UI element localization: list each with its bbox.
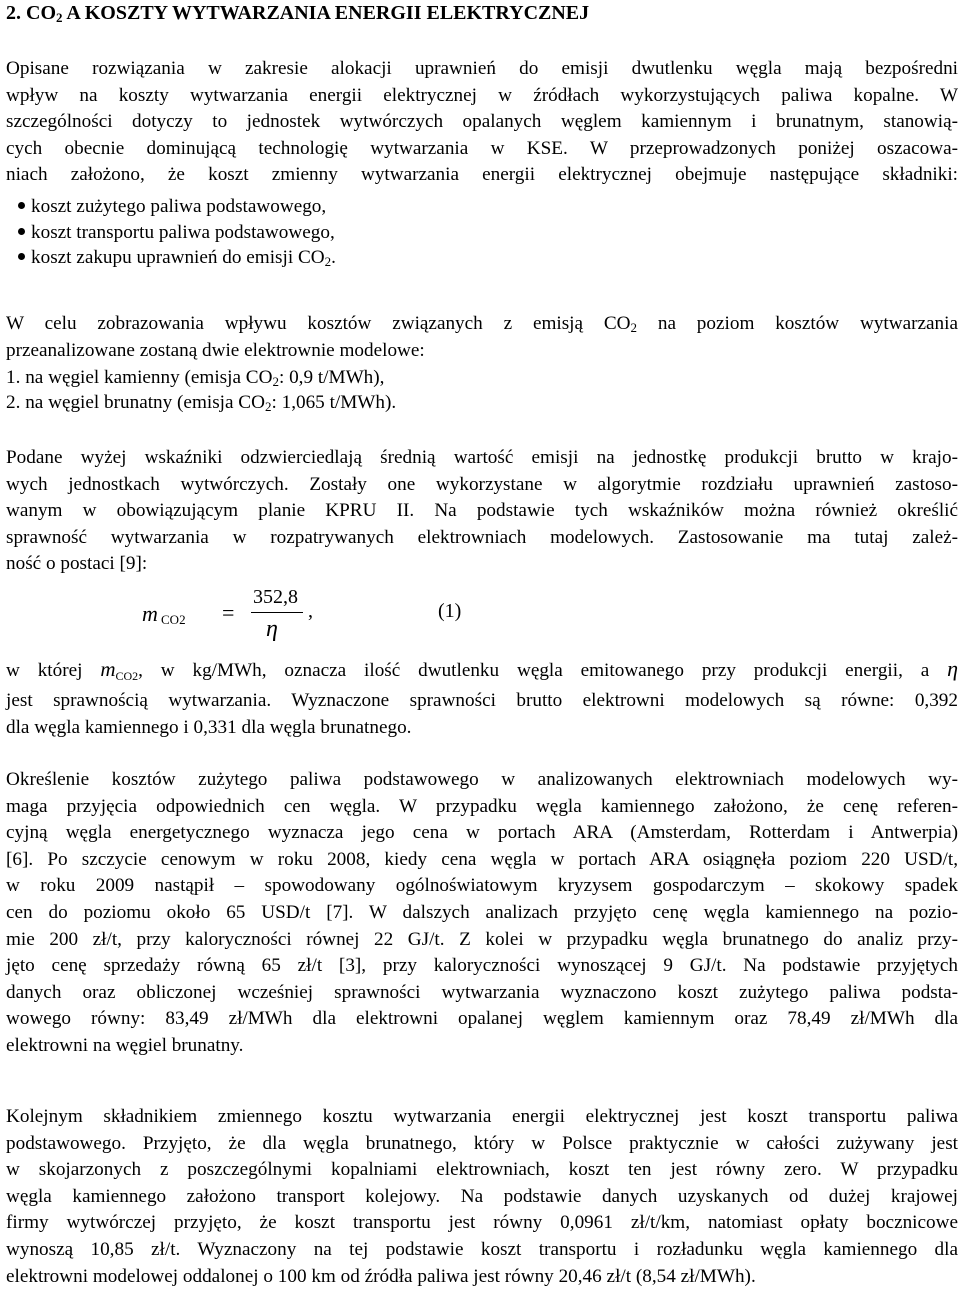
formula-denominator: η: [266, 616, 278, 642]
paragraph-line: Podane wyżej wskaźniki odzwierciedlają średnią wartość emisji na jednostkę produkcji brutto w krajo-: [6, 447, 958, 468]
paragraph-line: wych jednostkach wytwórczych. Zostały one wykorzystane w algorytmie rozdziału uprawnień zastoso-: [6, 473, 958, 495]
inline-m: m: [100, 657, 116, 681]
bullet-sub: 2: [324, 254, 332, 270]
section-heading: [6, 0, 589, 26]
text-run: W celu zobrazowania wpływu kosztów związanych z emisją CO: [6, 313, 631, 334]
bullet-icon: [18, 202, 25, 209]
paragraph-line: w skojarzonych z poszczególnymi kopalniami elektrowniach, koszt ten jest równy zero. W przypadku: [6, 1159, 958, 1181]
paragraph-line: wpływ na koszty wytwarzania energii elektrycznej w źródłach wykorzystujących paliwa kopalne. W: [6, 84, 958, 106]
paragraph-line: [6, 654, 958, 688]
text-run: w której: [6, 660, 101, 681]
formula-subscript: [161, 612, 186, 628]
formula-equals: =: [222, 600, 235, 625]
paragraph-line: [6]. Po szczycie cenowym w roku 2008, kiedy cena węgla w portach ARA osiągnęła poziom 220 USD/t,: [6, 848, 958, 870]
paragraph-line: węgla kamiennego założono transport kolejowy. Na podstawie danych uzyskanych od dużej krajowej: [6, 1185, 958, 1207]
paragraph-transport-costs: [6, 1104, 958, 1290]
list-item: [6, 391, 396, 416]
paragraph-formula-explanation: [6, 654, 958, 741]
inline-sub-2: 2: [132, 669, 139, 683]
paragraph-line: ność o postaci [9]:: [6, 553, 148, 575]
heading-suffix: A KOSZTY WYTWARZANIA ENERGII ELEKTRYCZNEJ: [62, 2, 590, 24]
fraction-bar: [251, 612, 303, 613]
bullet-text: koszt zużytego paliwa podstawowego,: [31, 196, 327, 217]
bullet-suffix: .: [331, 247, 336, 269]
paragraph-line: niach założono, że koszt zmienny wytwarzania energii elektrycznej obejmuje następujące składniki:: [6, 164, 958, 186]
paragraph-line: jęto cenę sprzedaży równą 65 zł/t [3], przy kaloryczności wynoszącej 9 GJ/t. Na podstawie przyjętych: [6, 955, 958, 977]
inline-eta: η: [947, 656, 958, 681]
paragraph-line: wowego równy: 83,49 zł/MWh dla elektrowni opalanej węglem kamiennym oraz 78,49 zł/MWh dla: [6, 1008, 958, 1030]
formula-sub-co: CO: [161, 612, 180, 627]
list-item: [18, 220, 336, 246]
paragraph-fuel-costs: [6, 767, 958, 1060]
formula-sub-2: 2: [179, 612, 186, 627]
paragraph-line: elektrowni modelowej oddalonej o 100 km od źródła paliwa jest równy 20,46 zł/t (8,54 zł/MWh).: [6, 1265, 756, 1287]
text-run: , w kg/MWh, oznacza ilość dwutlenku węgla emitowanego przy produkcji energii, a: [138, 660, 948, 681]
paragraph-line: sprawność wytwarzania w rozpatrywanych elektrowniach modelowych. Zastosowanie ma tutaj zależ-: [6, 526, 958, 548]
paragraph-line: [6, 311, 958, 338]
paragraph-line: Kolejnym składnikiem zmiennego kosztu wytwarzania energii elektrycznej jest koszt transportu paliwa: [6, 1106, 958, 1127]
paragraph-line: danych oraz obliczonej wcześniej sprawności wytwarzania wyznaczono koszt zużytego paliwa podsta-: [6, 981, 958, 1003]
inline-sub-co: CO: [115, 669, 133, 683]
list-item: [6, 366, 396, 391]
paragraph-intro: [6, 56, 958, 189]
paragraph-line: wanym w obowiązującym planie KPRU II. Na podstawie tych wskaźników można również określić: [6, 500, 958, 522]
bullet-text: koszt zakupu uprawnień do emisji CO: [31, 247, 325, 269]
paragraph-line: podstawowego. Przyjęto, że dla węgla brunatnego, który w Polsce praktycznie w całości zużywany jest: [6, 1132, 958, 1154]
paragraph-line: mie 200 zł/t, przy kaloryczności równej 22 GJ/t. Z kolei w przypadku węgla brunatnego do analiz przy-: [6, 928, 958, 950]
text-run: na poziom kosztów wytwarzania: [637, 313, 959, 334]
formula-comma: ,: [308, 600, 313, 622]
text-run: : 0,9 t/MWh),: [278, 367, 385, 388]
inline-sub: [115, 669, 138, 683]
text-sub: 2: [630, 320, 638, 335]
equation-number: (1): [438, 600, 462, 622]
equation-1: [142, 586, 482, 646]
text-run: : 1,065 t/MWh).: [271, 391, 397, 413]
bullet-text: koszt transportu paliwa podstawowego,: [31, 221, 335, 243]
numbered-list: [6, 366, 396, 415]
paragraph-line: cych obecnie dominującą technologię wytwarzania w KSE. W przeprowadzonych poniżej oszacowa-: [6, 137, 958, 159]
paragraph-line: szczególności dotyczy to jednostek wytwórczych opalanych węglem kamiennym i brunatnym, stanowią-: [6, 111, 958, 133]
paragraph-line: przeanalizowane zostaną dwie elektrownie modelowe:: [6, 339, 425, 361]
formula-numerator: 352,8: [253, 586, 298, 608]
text-sub: 2: [264, 398, 272, 414]
text-sub: 2: [272, 374, 279, 389]
bullet-list: [18, 194, 336, 271]
text-run: 2. na węgiel brunatny (emisja CO: [6, 391, 265, 413]
paragraph-indicators: [6, 445, 958, 578]
bullet-icon: [18, 253, 25, 260]
paragraph-line: firmy wytwórczej przyjęto, że koszt transportu jest równy 0,0961 zł/t/km, natomiast opłaty bocznicowe: [6, 1212, 958, 1234]
paragraph-line: cyjną węgla energetycznego wyznacza jego cena w portach ARA (Amsterdam, Rotterdam i Antwerpia): [6, 822, 958, 844]
list-item: [18, 194, 336, 220]
paragraph-line: w roku 2009 nastąpił – spowodowany ogólnoświatowym kryzysem gospodarczym – skokowy spadek: [6, 875, 958, 897]
formula-m: m: [142, 601, 158, 626]
paragraph-line: Opisane rozwiązania w zakresie alokacji uprawnień do emisji dwutlenku węgla mają bezpośredni: [6, 58, 958, 79]
paragraph-models: [6, 311, 958, 364]
paragraph-line: jest sprawnością wytwarzania. Wyznaczone sprawności brutto elektrowni modelowych są równe: 0,392: [6, 690, 958, 711]
paragraph-line: cen do poziomu około 65 USD/t [7]. W dalszych analizach przyjęto cenę węgla kamiennego na pozio-: [6, 901, 958, 923]
list-item: [18, 245, 336, 271]
paragraph-line: elektrowni na węgiel brunatny.: [6, 1034, 244, 1056]
paragraph-line: Określenie kosztów zużytego paliwa podstawowego w analizowanych elektrowniach modelowych wy-: [6, 769, 958, 790]
heading-sub: 2: [56, 10, 63, 25]
paragraph-line: wynoszą 10,85 zł/t. Wyznaczony na tej podstawie koszt transportu i rozładunku węgla kamiennego dla: [6, 1238, 958, 1260]
text-run: 1. na węgiel kamienny (emisja CO: [6, 367, 273, 388]
heading-prefix: 2. CO: [6, 2, 56, 24]
paragraph-line: dla węgla kamiennego i 0,331 dla węgla brunatnego.: [6, 716, 412, 738]
bullet-icon: [18, 228, 25, 235]
paragraph-line: maga przyjęcia odpowiednich cen węgla. W przypadku węgla kamiennego założono, że cenę referen-: [6, 795, 958, 817]
